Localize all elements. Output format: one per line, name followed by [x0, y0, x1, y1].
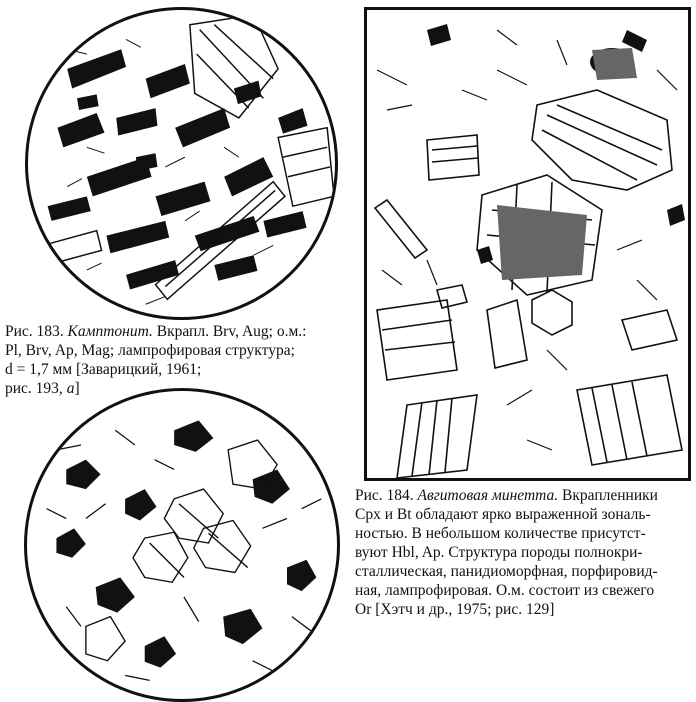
- figure-184-drawing: [367, 10, 688, 478]
- figure-bottom-micrograph: [24, 388, 340, 702]
- figure-183-drawing: [28, 10, 335, 317]
- caption-text: ностью. В небольшом количестве присутст-: [355, 525, 646, 542]
- caption-text: d = 1,7 мм [Заварицкий, 1961;: [5, 361, 202, 378]
- figure-183-micrograph: [25, 7, 338, 320]
- figure-number: Рис. 183.: [5, 323, 68, 340]
- caption-text: Cpx и Bt обладают ярко выраженной зональ-: [355, 506, 651, 523]
- figure-number: Рис. 184.: [355, 487, 418, 504]
- figure-bottom-drawing: [27, 391, 337, 699]
- figure-title: Авгитовая минетта.: [417, 487, 559, 504]
- figure-title: Камптонит.: [67, 323, 153, 340]
- figure-183-caption: [5, 322, 345, 398]
- caption-line: [355, 600, 690, 619]
- caption-line: [355, 581, 690, 600]
- caption-text-italic: а: [66, 380, 75, 397]
- caption-text: Or [Хэтч и др., 1975; рис. 129]: [355, 601, 555, 618]
- caption-line: [355, 486, 690, 505]
- caption-text: ная, лампрофировая. О.м. состоит из свежего: [355, 582, 655, 599]
- caption-line: [355, 562, 690, 581]
- caption-line: [355, 505, 690, 524]
- caption-line: [5, 322, 345, 341]
- caption-text: Pl, Brv, Ap, Mag; лампрофировая структура;: [5, 342, 295, 359]
- figure-184-caption: [355, 486, 690, 619]
- caption-text: сталлическая, панидиоморфная, порфировид-: [355, 563, 658, 580]
- caption-text: рис. 193,: [5, 380, 67, 397]
- caption-text: ]: [74, 380, 80, 397]
- caption-text: Вкрапленники: [558, 487, 658, 504]
- caption-line: [5, 341, 345, 360]
- caption-line: [355, 524, 690, 543]
- figure-184-micrograph: [364, 7, 691, 481]
- caption-text: Вкрапл. Brv, Aug; о.м.:: [152, 323, 307, 340]
- caption-text: вуют Hbl, Ap. Структура породы полнокри-: [355, 544, 643, 561]
- caption-line: [355, 543, 690, 562]
- caption-line: [5, 360, 345, 379]
